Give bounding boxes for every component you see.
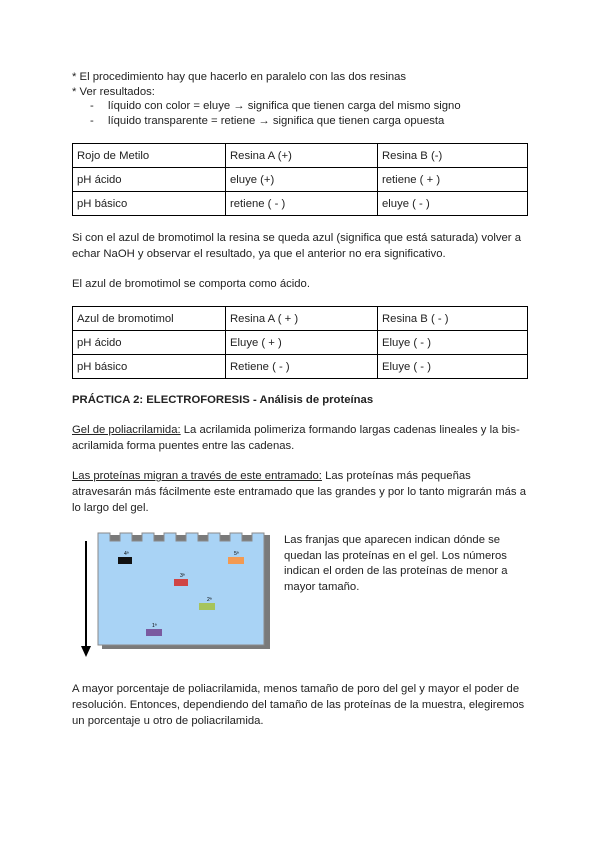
band-label: 3ª: [180, 573, 185, 579]
methyl-red-table: [72, 143, 528, 216]
migration-arrow-head: [81, 646, 91, 657]
dash-marker: -: [90, 100, 94, 112]
table-cell: retiene ( + ): [378, 168, 528, 192]
table-row: [73, 168, 528, 192]
table-row: [73, 144, 528, 168]
table-cell: eluye ( - ): [378, 192, 528, 216]
gel-term: Gel de poliacrilamida:: [72, 424, 181, 436]
figure-caption: Las franjas que aparecen indican dónde se quedan las proteínas en el gel. Los números indican el orden de las proteínas de menor a mayor tamaño.: [284, 534, 508, 593]
bromothymol-acid-paragraph: El azul de bromotimol se comporta como ácido.: [72, 278, 310, 290]
section-heading-title: PRÁCTICA 2: ELECTROFORESIS: [72, 394, 250, 406]
table-cell: Azul de bromotimol: [73, 307, 226, 331]
list-item: [72, 114, 528, 129]
table-cell: Eluye ( - ): [378, 355, 528, 379]
table-row: [73, 355, 528, 379]
protein-band: [146, 629, 162, 636]
band-label: 2ª: [207, 597, 212, 603]
migration-term: Las proteínas migran a través de este entramado:: [72, 470, 322, 482]
list-item-text: líquido transparente = retiene → significa que tienen carga opuesta: [108, 115, 445, 127]
table-cell: Eluye ( + ): [226, 331, 378, 355]
table-cell: Retiene ( - ): [226, 355, 378, 379]
table-row: [73, 307, 528, 331]
section-heading: [72, 392, 528, 408]
electrophoresis-figure: [72, 531, 528, 671]
table-cell: Resina A ( + ): [226, 307, 378, 331]
table-cell: Resina A (+): [226, 144, 378, 168]
protein-band: [199, 603, 215, 610]
gel-diagram: [76, 531, 276, 666]
table-cell: pH básico: [73, 355, 226, 379]
document-page: [72, 70, 528, 729]
table-row: [73, 331, 528, 355]
gel-body: [98, 533, 264, 645]
table-cell: pH básico: [73, 192, 226, 216]
protein-band: [174, 579, 188, 586]
list-item: [72, 99, 528, 114]
band-label: 4ª: [124, 551, 129, 557]
list-item-text: líquido con color = eluye → significa que tienen carga del mismo signo: [108, 100, 461, 112]
table-row: [73, 192, 528, 216]
protein-band: [118, 557, 132, 564]
table-cell: eluye (+): [226, 168, 378, 192]
table-cell: pH ácido: [73, 331, 226, 355]
section-heading-separator: -: [252, 394, 260, 406]
band-label: 1ª: [152, 623, 157, 629]
table-cell: retiene ( - ): [226, 192, 378, 216]
table-cell: Eluye ( - ): [378, 331, 528, 355]
table-cell: Resina B ( - ): [378, 307, 528, 331]
table-cell: Resina B (-): [378, 144, 528, 168]
section-heading-subtitle: Análisis de proteínas: [259, 394, 374, 406]
table-cell: Rojo de Metilo: [73, 144, 226, 168]
dash-marker: -: [90, 115, 94, 127]
migration-paragraph: [72, 468, 528, 516]
table-cell: pH ácido: [73, 168, 226, 192]
band-label: 5ª: [234, 551, 239, 557]
gel-paragraph: [72, 422, 528, 454]
bromothymol-table: [72, 306, 528, 379]
protein-band: [228, 557, 244, 564]
migration-text: Las proteínas más pequeñas atravesarán más fácilmente este entramado que las grandes y por lo tanto migrarán más a lo largo del gel.: [72, 470, 526, 514]
intro-line-1: * El procedimiento hay que hacerlo en paralelo con las dos resinas: [72, 71, 407, 83]
bromothymol-paragraph: Si con el azul de bromotimol la resina se queda azul (significa que está saturada) volver a echar NaOH y observar el resultado, ya que el anterior no era significativo.: [72, 232, 521, 260]
gel-text: La acrilamida polimeriza formando largas cadenas lineales y la bis-acrilamida forma puentes entre las cadenas.: [72, 424, 520, 452]
intro-line-2: * Ver resultados:: [72, 85, 155, 98]
polyacrylamide-paragraph: A mayor porcentaje de poliacrilamida, menos tamaño de poro del gel y mayor el poder de resolución. Entonces, dependiendo del tamaño de las proteínas de la muestra, elegiremos un porcentaje u otro de poliacrilamida.: [72, 683, 525, 727]
